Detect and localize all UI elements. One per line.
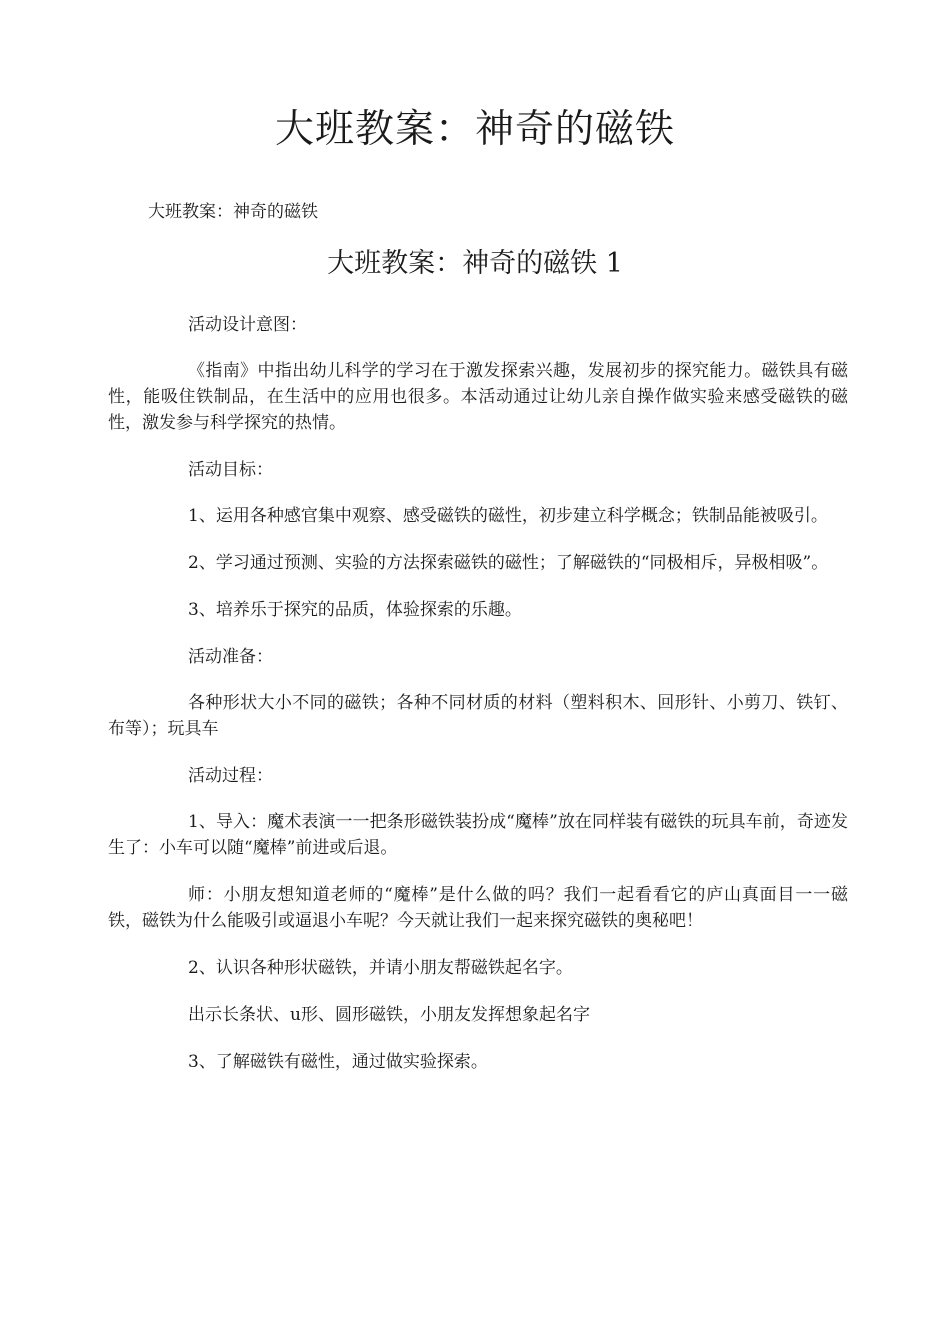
paragraph-process-2: 2、认识各种形状磁铁，并请小朋友帮磁铁起名字。 — [188, 958, 573, 978]
paragraph-process-teacher: 师：小朋友想知道老师的“魔棒”是什么做的吗？我们一起看看它的庐山真面目一一磁铁，磁铁为什么能吸引或逼退小车呢？今天就让我们一起来探究磁铁的奥秘吧！ — [108, 885, 848, 931]
heading-design-intent: 活动设计意图： — [188, 315, 307, 335]
document-title: 大班教案：神奇的磁铁 — [274, 107, 675, 152]
heading-process: 活动过程： — [188, 766, 273, 786]
paragraph-goal-3: 3、培养乐于探究的品质，体验探索的乐趣。 — [188, 600, 522, 620]
section-title: 大班教案：神奇的磁铁 1 — [327, 248, 623, 279]
paragraph-process-3: 3、了解磁铁有磁性，通过做实验探索。 — [188, 1052, 488, 1072]
paragraph-process-1: 1、导入：魔术表演一一把条形磁铁装扮成“魔棒”放在同样装有磁铁的玩具车前，奇迹发生了：小车可以随“魔棒”前进或后退。 — [108, 812, 848, 858]
heading-preparation: 活动准备： — [188, 647, 273, 667]
paragraph-preparation: 各种形状大小不同的磁铁；各种不同材质的材料（塑料积木、回形针、小剪刀、铁钉、布等）；玩具车 — [108, 693, 848, 739]
paragraph-design-intent: 《指南》中指出幼儿科学的学习在于激发探索兴趣，发展初步的探究能力。磁铁具有磁性，能吸住铁制品，在生活中的应用也很多。本活动通过让幼儿亲自操作做实验来感受磁铁的磁性，激发参与科学探究的热情。 — [108, 361, 848, 433]
document-subtitle: 大班教案：神奇的磁铁 — [148, 202, 318, 222]
paragraph-goal-1: 1、运用各种感官集中观察、感受磁铁的磁性，初步建立科学概念；铁制品能被吸引。 — [188, 506, 828, 526]
paragraph-process-2-detail: 出示长条状、u形、圆形磁铁，小朋友发挥想象起名字 — [188, 1005, 590, 1025]
heading-goals: 活动目标： — [188, 460, 273, 480]
paragraph-goal-2: 2、学习通过预测、实验的方法探索磁铁的磁性；了解磁铁的“同极相斥，异极相吸”。 — [188, 553, 829, 573]
document-body — [108, 312, 848, 1096]
